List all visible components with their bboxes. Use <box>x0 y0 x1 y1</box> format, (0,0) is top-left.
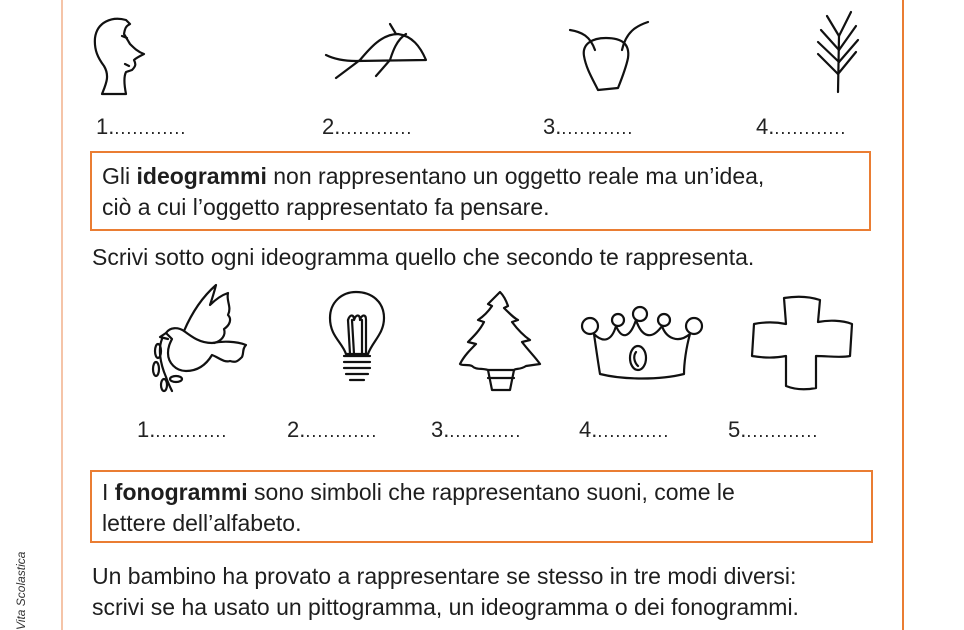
head-profile-icon <box>92 14 152 98</box>
ideogram-answer-5[interactable]: 5............. <box>728 417 819 442</box>
pictogram-answer-3[interactable]: 3............. <box>543 114 634 139</box>
answer-blank[interactable]: ............ <box>305 421 378 441</box>
ideograms-definition-line-1: Gli ideogrammi non rappresentano un oggetto reale ma un’idea, <box>102 163 765 189</box>
ideogram-5 <box>750 294 856 395</box>
ideograms-definition-box <box>90 151 871 231</box>
left-margin-rule <box>61 0 63 630</box>
christmas-tree-icon <box>458 290 542 394</box>
pictogram-4 <box>818 12 860 99</box>
answer-blank[interactable]: ............ <box>597 421 670 441</box>
dove-with-olive-branch-icon <box>150 283 254 395</box>
ox-head-icon <box>570 20 650 92</box>
ideogram-1 <box>150 283 254 400</box>
ideograms-definition-line-2: ciò a cui l’oggetto rappresentato fa pensare. <box>102 194 550 220</box>
ideogram-answer-2[interactable]: 2............. <box>287 417 378 442</box>
ideogram-2 <box>328 290 386 391</box>
light-bulb-icon <box>328 290 386 386</box>
answer-blank[interactable]: ............ <box>155 421 228 441</box>
term-ideogrammi: ideogrammi <box>136 163 267 189</box>
phonograms-definition-line-1: I fonogrammi sono simboli che rappresentano suoni, come le <box>102 479 735 505</box>
ideograms-instruction: Scrivi sotto ogni ideogramma quello che secondo te rappresenta. <box>92 244 755 270</box>
phonograms-definition-box <box>90 470 873 543</box>
term-fonogrammi: fonogrammi <box>114 479 248 505</box>
phonograms-definition-line-2: lettere dell’alfabeto. <box>102 510 302 536</box>
final-instruction-line-1: Un bambino ha provato a rappresentare se stesso in tre modi diversi: <box>92 563 797 589</box>
ideogram-answer-3[interactable]: 3............. <box>431 417 522 442</box>
answer-blank[interactable]: ............ <box>746 421 819 441</box>
plant-sprig-icon <box>818 12 860 94</box>
ideogram-answer-1[interactable]: 1............. <box>137 417 228 442</box>
final-instruction <box>92 561 799 623</box>
answer-blank[interactable]: ............ <box>340 118 413 138</box>
publisher-credit: Vita Scolastica <box>14 551 28 630</box>
ideogram-3 <box>458 290 542 399</box>
pictogram-2 <box>326 22 430 85</box>
pictogram-3 <box>570 20 650 97</box>
bird-glyph-icon <box>326 22 430 80</box>
answer-blank[interactable]: ............ <box>561 118 634 138</box>
pictogram-answer-2[interactable]: 2............. <box>322 114 413 139</box>
ideogram-4 <box>580 306 704 387</box>
pictogram-1 <box>92 14 152 103</box>
right-margin-rule <box>902 0 904 630</box>
answer-blank[interactable]: ............ <box>774 118 847 138</box>
ideogram-answer-4[interactable]: 4............. <box>579 417 670 442</box>
crown-icon <box>580 306 704 382</box>
final-instruction-line-2: scrivi se ha usato un pittogramma, un ideogramma o dei fonogrammi. <box>92 594 799 620</box>
cross-icon <box>750 294 856 390</box>
pictogram-answer-4[interactable]: 4............. <box>756 114 847 139</box>
pictogram-answer-1[interactable]: 1............. <box>96 114 187 139</box>
answer-blank[interactable]: ............ <box>449 421 522 441</box>
answer-blank[interactable]: ............ <box>114 118 187 138</box>
